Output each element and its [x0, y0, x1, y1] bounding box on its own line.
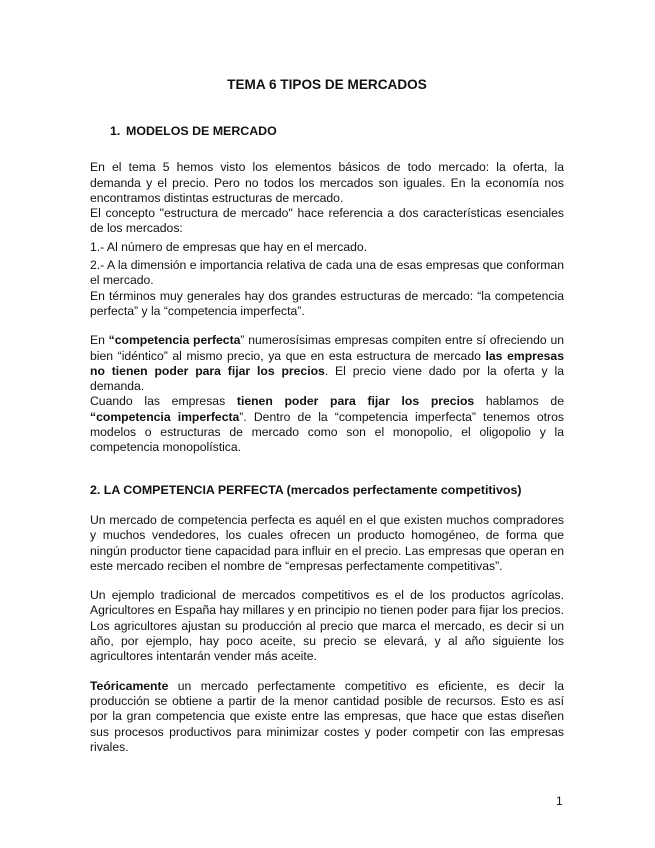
section-1-title: MODELOS DE MERCADO: [126, 124, 277, 138]
section-2-paragraph-2: Un ejemplo tradicional de mercados competitivos es el de los productos agrícolas. Agricultores en España hay millares y en principio no tienen poder para fijar los precios. Los agricultores ajustan su producción al precio que marca el mercado, es decir si un año, por ejemplo, hay poco aceite, su precio se elevará, y al año siguiente los agricultores intentarán vender más aceite.: [90, 588, 564, 664]
text-run: En: [90, 333, 109, 348]
text-run: . El precio viene dado por la oferta y la demanda.: [90, 363, 564, 394]
section-2-paragraph-3: [90, 679, 564, 755]
text-run: ” numerosísimas empresas compiten entre sí ofreciendo un bien “idéntico” al mismo precio, ya que en esta estructura de mercado: [90, 333, 564, 363]
text-run: ”. Dentro de la “competencia imperfecta” tenemos otros modelos o estructuras de mercado como son el monopolio, el oligopolio y la competencia monopolística.: [90, 409, 564, 455]
section-1-number: 1.: [110, 124, 121, 138]
bold-run: tienen poder para fijar los precios: [236, 394, 475, 409]
section-1-paragraph-1: En el tema 5 hemos visto los elementos básicos de todo mercado: la oferta, la demanda y el precio. Pero no todos los mercados son iguales. En la economía nos encontramos distintas estructuras de mercado.: [90, 160, 564, 205]
section-1-heading: [110, 124, 564, 139]
section-2-heading: 2. LA COMPETENCIA PERFECTA (mercados perfectamente competitivos): [90, 482, 522, 497]
competencia-imperfecta-paragraph: [90, 394, 564, 455]
section-2-paragraph-1: Un mercado de competencia perfecta es aquél en el que existen muchos compradores y muchos vendedores, los cuales ofrecen un producto homogéneo, de forma que ningún productor tiene capacidad para influir en el precio. Las empresas que operan en este mercado reciben el nombre de “empresas perfectamente competitivas”.: [90, 512, 564, 573]
section-1-list-item-2: 2.- A la dimensión e importancia relativa de cada una de esas empresas que conforman el mercado.: [90, 258, 564, 288]
bold-run: “competencia perfecta: [108, 333, 241, 348]
text-run: Cuando las empresas: [90, 394, 237, 409]
page-number: 1: [556, 794, 563, 808]
competencia-perfecta-paragraph: [90, 333, 564, 394]
section-1-paragraph-2: El concepto "estructura de mercado" hace referencia a dos características esenciales de los mercados:: [90, 206, 564, 236]
bold-run: las empresas no tienen poder para fijar los precios: [90, 348, 564, 378]
page-content: [90, 76, 564, 755]
section-1-paragraph-5: En términos muy generales hay dos grandes estructuras de mercado: “la competencia perfecta” y la “competencia imperfecta”.: [90, 288, 564, 318]
document-title: TEMA 6 TIPOS DE MERCADOS: [227, 77, 427, 92]
bold-run: Teóricamente: [90, 678, 169, 693]
section-1-list-item-1: 1.- Al número de empresas que hay en el mercado.: [90, 239, 368, 254]
text-run: un mercado perfectamente competitivo es eficiente, es decir la producción se obtiene a partir de la menor cantidad posible de recursos. Esto es así por la gran competencia que existe entre las empresas, que hace que estas diseñen sus procesos productivos para minimizar costes y poder competir con las empresas rivales.: [90, 678, 564, 754]
text-run: hablamos de: [474, 394, 564, 409]
bold-run: “competencia imperfecta: [90, 409, 240, 424]
